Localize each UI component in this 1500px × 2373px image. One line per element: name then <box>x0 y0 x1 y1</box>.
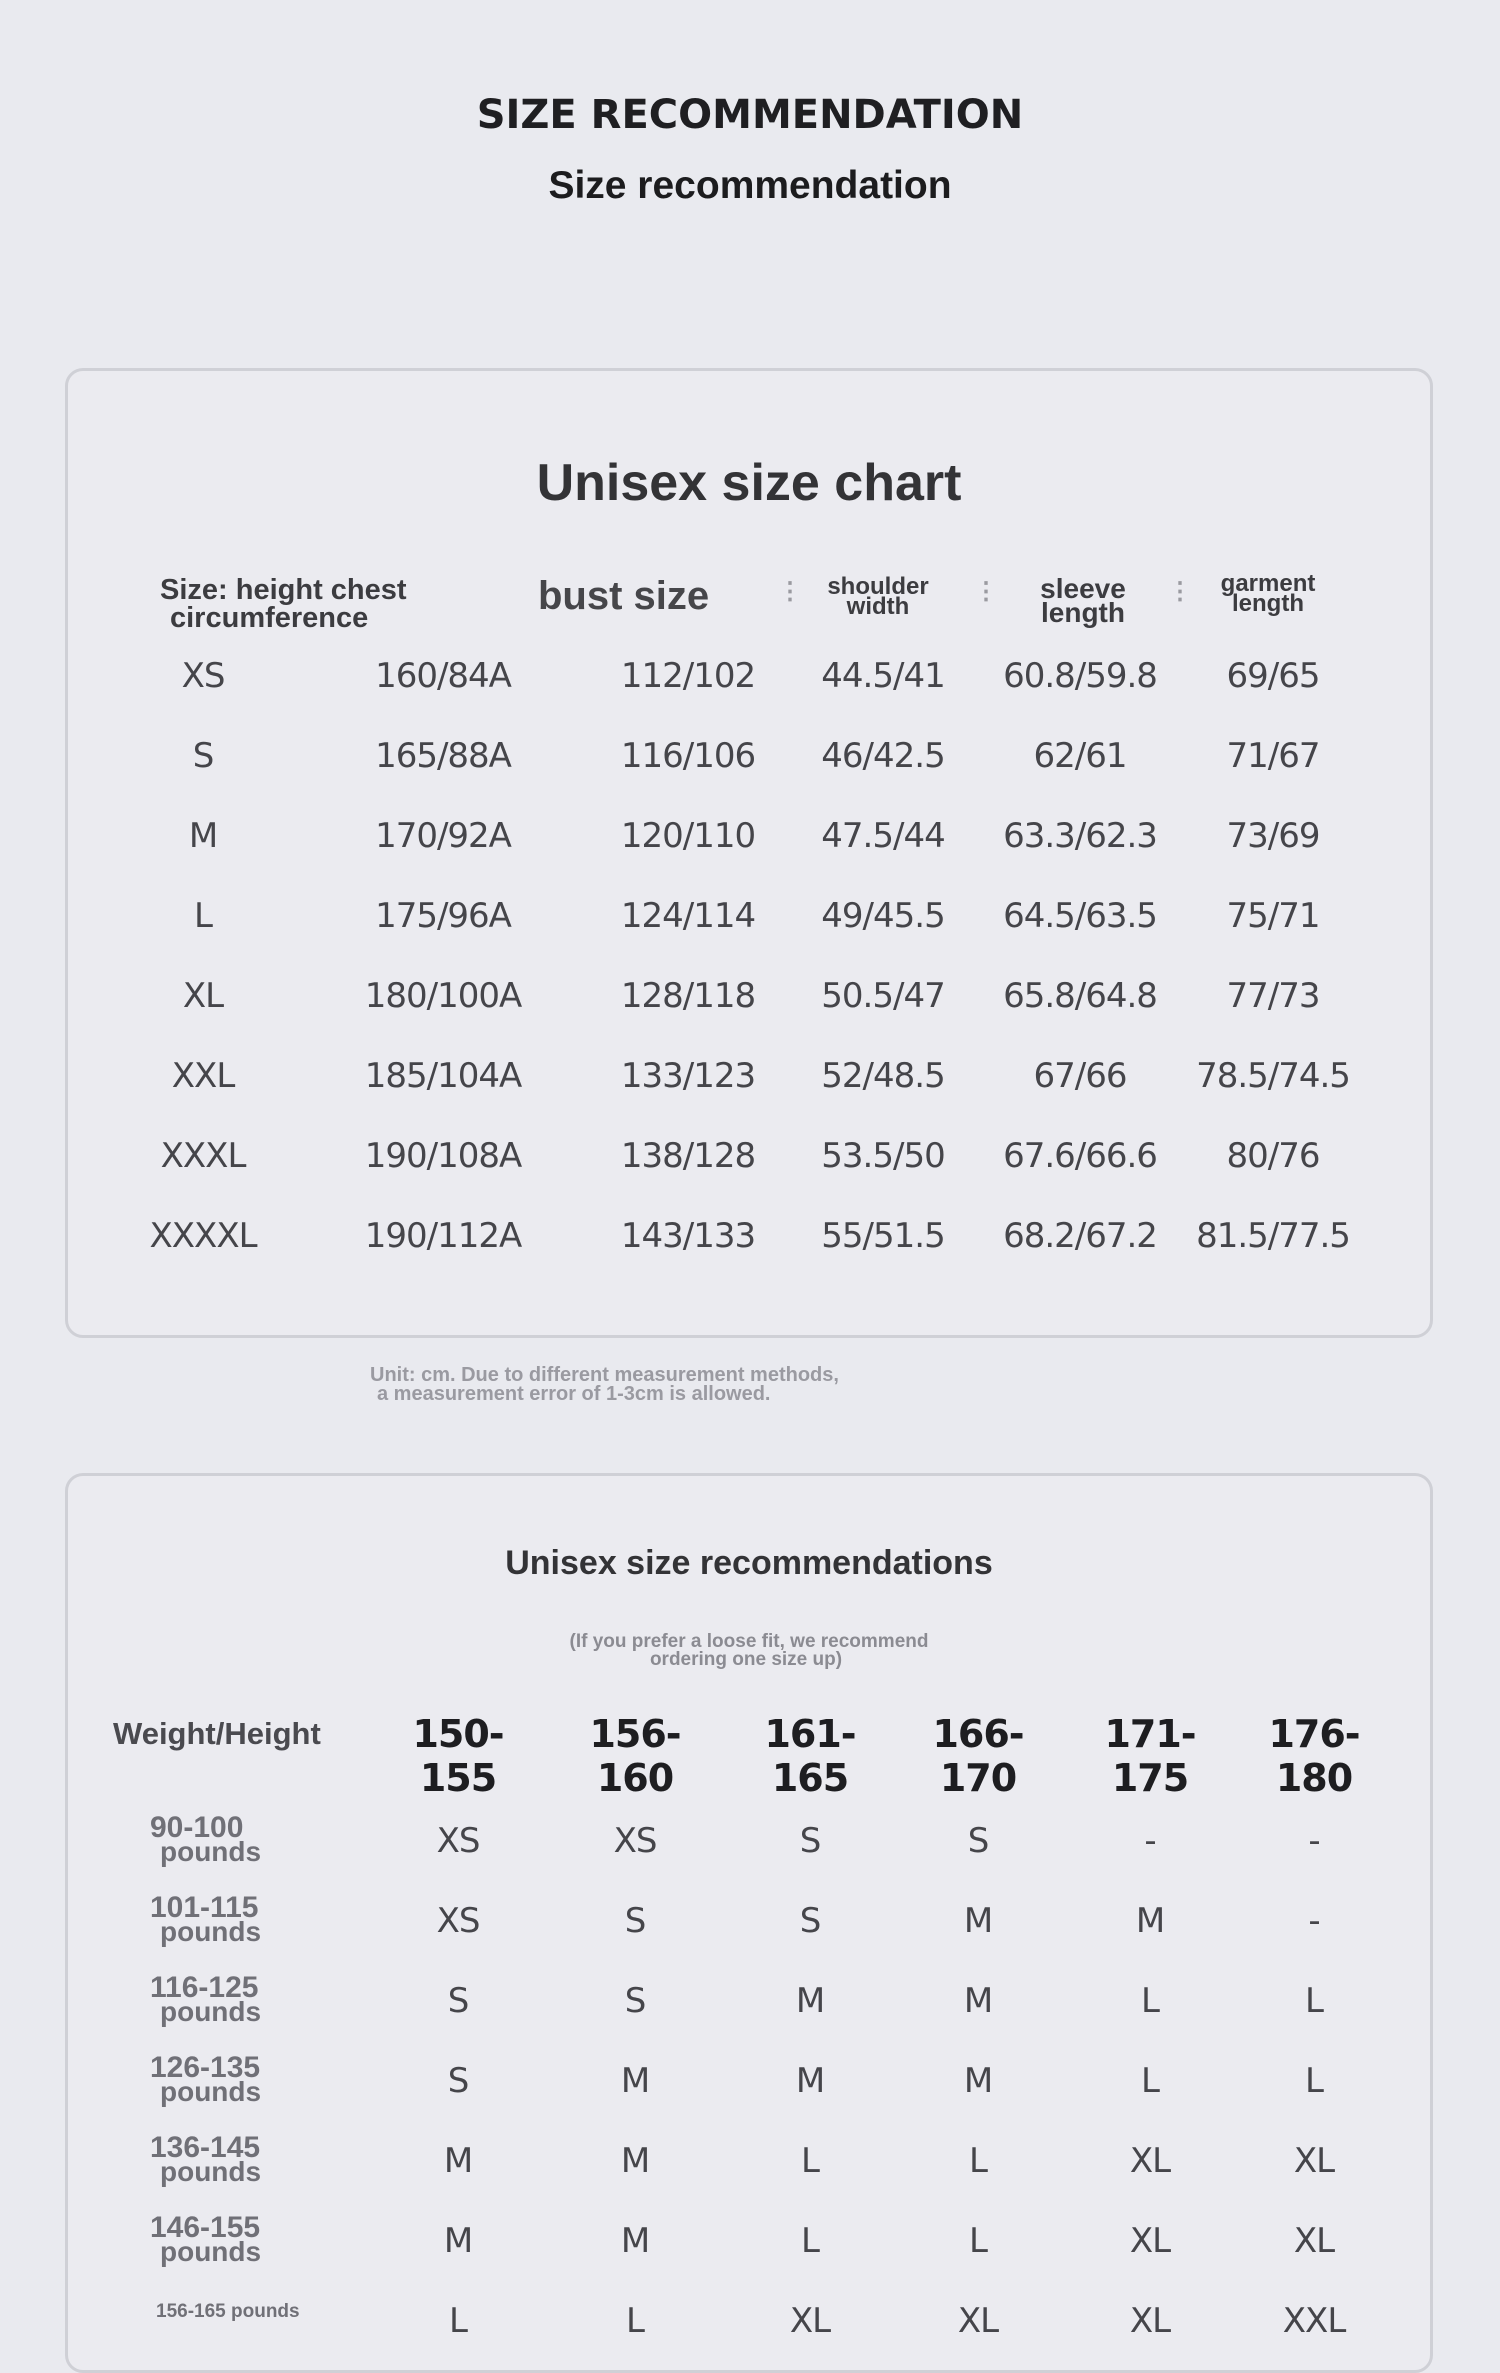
size-recommendation-card <box>65 1473 1433 2373</box>
table-row <box>68 1891 1430 1956</box>
sleeve-header-line1: sleeve <box>1040 573 1126 604</box>
table-row <box>68 966 1430 1026</box>
bust-cell: 143/133 <box>620 1216 756 1256</box>
size-chart-card <box>65 368 1433 1338</box>
bust-cell: 112/102 <box>620 656 756 696</box>
weight-range-label <box>150 1971 262 2027</box>
garment-cell: 77/73 <box>1226 976 1320 1016</box>
weight-unit: pounds <box>160 2156 262 2187</box>
note-line2: a measurement error of 1-3cm is allowed. <box>377 1383 771 1405</box>
table-row <box>68 1971 1430 2036</box>
sleeve-cell: 67/66 <box>1033 1056 1127 1096</box>
table-row <box>68 2131 1430 2196</box>
recommended-size-cell: - <box>1308 1821 1320 1861</box>
garment-cell: 71/67 <box>1226 736 1320 776</box>
height-column-header: 161-165 <box>764 1712 856 1800</box>
note-line1: Unit: cm. Due to different measurement methods, <box>370 1364 839 1386</box>
recommended-size-cell: XL <box>957 2301 999 2341</box>
weight-range-label <box>150 1891 262 1947</box>
weight-range: 101-115 <box>150 1891 259 1924</box>
recommendation-title: Unisex size recommendations <box>505 1544 993 1582</box>
garment-header <box>1203 570 1333 617</box>
recommended-size-cell: XL <box>789 2301 831 2341</box>
size-cell: M <box>188 816 218 856</box>
table-row <box>68 1046 1430 1106</box>
size-header-line2: circumference <box>170 602 369 634</box>
height-column-header: 166-170 <box>932 1712 1024 1800</box>
weight-unit: pounds <box>160 1996 262 2027</box>
table-row <box>68 806 1430 866</box>
weight-range-label <box>150 2051 262 2107</box>
recommended-size-cell: S <box>799 1901 821 1941</box>
garment-cell: 75/71 <box>1226 896 1320 936</box>
recommended-size-cell: XXL <box>1282 2301 1346 2341</box>
recommended-size-cell: S <box>624 1901 646 1941</box>
garment-cell: 69/65 <box>1226 656 1320 696</box>
weight-range: 90-100 <box>150 1811 244 1844</box>
recommended-size-cell: L <box>1305 1981 1323 2021</box>
recommended-size-cell: M <box>963 1901 993 1941</box>
recommended-size-cell: M <box>963 1981 993 2021</box>
height-column-header: 171-175 <box>1104 1712 1196 1800</box>
recommended-size-cell: L <box>626 2301 644 2341</box>
garment-header-line1: garment <box>1220 570 1316 597</box>
recommended-size-cell: S <box>624 1981 646 2021</box>
table-row <box>68 2211 1430 2276</box>
weight-range-label <box>150 2131 262 2187</box>
sleeve-cell: 68.2/67.2 <box>1003 1216 1157 1256</box>
recommended-size-cell: L <box>449 2301 467 2341</box>
sleeve-cell: 62/61 <box>1033 736 1127 776</box>
size-header-line1: Size: height chest <box>160 574 407 606</box>
height-chest-cell: 170/92A <box>375 816 511 856</box>
size-cell: L <box>194 896 212 936</box>
weight-range-label <box>150 2211 262 2267</box>
garment-cell: 78.5/74.5 <box>1196 1056 1350 1096</box>
table-row <box>68 1811 1430 1876</box>
size-cell: XXXXL <box>149 1216 257 1256</box>
recommendation-subtitle-line2: ordering one size up) <box>649 1649 843 1670</box>
shoulder-cell: 44.5/41 <box>821 656 945 696</box>
recommended-size-cell: XS <box>613 1821 657 1861</box>
height-column-header: 176-180 <box>1268 1712 1360 1800</box>
recommended-size-cell: L <box>1141 2061 1159 2101</box>
recommended-size-cell: XS <box>436 1821 480 1861</box>
recommended-size-cell: XL <box>1293 2141 1335 2181</box>
shoulder-cell: 46/42.5 <box>821 736 945 776</box>
sleeve-header <box>1008 573 1158 628</box>
recommended-size-cell: S <box>447 1981 469 2021</box>
sleeve-cell: 60.8/59.8 <box>1003 656 1157 696</box>
table-row <box>68 1126 1430 1186</box>
weight-range-label <box>150 1811 262 1867</box>
recommendation-subtitle-line1: (If you prefer a loose fit, we recommend <box>569 1631 929 1652</box>
recommended-size-cell: S <box>967 1821 989 1861</box>
recommended-size-cell: L <box>801 2221 819 2261</box>
header-separator: ⋮ <box>1168 578 1192 605</box>
height-chest-cell: 185/104A <box>364 1056 522 1096</box>
height-column-header: 150-155 <box>412 1712 504 1800</box>
shoulder-cell: 52/48.5 <box>821 1056 945 1096</box>
sleeve-header-line2: length <box>1041 597 1125 628</box>
recommended-size-cell: L <box>801 2141 819 2181</box>
sleeve-cell: 65.8/64.8 <box>1003 976 1157 1016</box>
shoulder-cell: 47.5/44 <box>821 816 945 856</box>
shoulder-cell: 49/45.5 <box>821 896 945 936</box>
weight-unit: pounds <box>160 1836 262 1867</box>
recommended-size-cell: M <box>1135 1901 1165 1941</box>
recommended-size-cell: M <box>620 2141 650 2181</box>
shoulder-cell: 50.5/47 <box>821 976 945 1016</box>
header-separator: ⋮ <box>974 578 998 605</box>
recommended-size-cell: S <box>799 1821 821 1861</box>
recommended-size-cell: M <box>963 2061 993 2101</box>
height-chest-cell: 180/100A <box>364 976 522 1016</box>
size-cell: S <box>192 736 214 776</box>
weight-range: 126-135 <box>150 2051 261 2084</box>
measurement-note <box>370 1366 839 1404</box>
recommendation-subtitle <box>68 1633 1430 1669</box>
height-column-header: 156-160 <box>589 1712 681 1800</box>
size-chart-title: Unisex size chart <box>536 454 962 512</box>
bust-cell: 128/118 <box>620 976 756 1016</box>
bust-header: bust size <box>538 574 710 618</box>
table-row <box>68 646 1430 706</box>
recommended-size-cell: S <box>447 2061 469 2101</box>
height-chest-cell: 190/112A <box>364 1216 522 1256</box>
recommended-size-cell: XL <box>1129 2221 1171 2261</box>
height-chest-cell: 175/96A <box>375 896 511 936</box>
page-title: SIZE RECOMMENDATION <box>476 92 1024 138</box>
garment-cell: 73/69 <box>1226 816 1320 856</box>
bust-cell: 133/123 <box>620 1056 756 1096</box>
recommended-size-cell: L <box>969 2221 987 2261</box>
shoulder-cell: 55/51.5 <box>821 1216 945 1256</box>
bust-cell: 124/114 <box>620 896 756 936</box>
weight-range: 156-165 pounds <box>156 2301 300 2322</box>
recommended-size-cell: M <box>620 2221 650 2261</box>
size-cell: XL <box>182 976 224 1016</box>
recommended-size-cell: M <box>795 1981 825 2021</box>
sleeve-cell: 64.5/63.5 <box>1003 896 1157 936</box>
garment-cell: 80/76 <box>1226 1136 1320 1176</box>
size-cell: XS <box>181 656 225 696</box>
recommended-size-cell: XL <box>1129 2141 1171 2181</box>
sleeve-cell: 67.6/66.6 <box>1003 1136 1157 1176</box>
page-subtitle: Size recommendation <box>548 164 952 207</box>
weight-range-label <box>156 2300 300 2324</box>
weight-unit: pounds <box>160 2076 262 2107</box>
weight-unit: pounds <box>160 1916 262 1947</box>
recommended-size-cell: M <box>795 2061 825 2101</box>
recommended-size-cell: - <box>1144 1821 1156 1861</box>
size-cell: XXXL <box>160 1136 246 1176</box>
height-chest-cell: 165/88A <box>375 736 511 776</box>
size-column-header <box>160 576 407 632</box>
page-header <box>0 92 1500 208</box>
height-chest-cell: 160/84A <box>375 656 511 696</box>
garment-cell: 81.5/77.5 <box>1196 1216 1350 1256</box>
shoulder-cell: 53.5/50 <box>821 1136 945 1176</box>
recommended-size-cell: - <box>1308 1901 1320 1941</box>
weight-unit: pounds <box>160 2236 262 2267</box>
garment-header-line2: length <box>1232 590 1304 617</box>
bust-cell: 138/128 <box>620 1136 756 1176</box>
shoulder-header-line2: width <box>846 593 910 620</box>
weight-range: 116-125 <box>150 1971 259 2004</box>
header-separator: ⋮ <box>778 578 802 605</box>
recommended-size-cell: XL <box>1293 2221 1335 2261</box>
recommended-size-cell: XL <box>1129 2301 1171 2341</box>
table-row <box>68 1206 1430 1266</box>
bust-cell: 116/106 <box>620 736 756 776</box>
weight-height-label: Weight/Height <box>113 1716 321 1751</box>
size-cell: XXL <box>171 1056 235 1096</box>
bust-cell: 120/110 <box>620 816 756 856</box>
sleeve-cell: 63.3/62.3 <box>1003 816 1157 856</box>
recommended-size-cell: L <box>969 2141 987 2181</box>
recommended-size-cell: L <box>1141 1981 1159 2021</box>
recommended-size-cell: M <box>620 2061 650 2101</box>
shoulder-header-line1: shoulder <box>827 573 929 600</box>
table-row <box>68 726 1430 786</box>
recommended-size-cell: M <box>443 2221 473 2261</box>
table-row <box>68 886 1430 946</box>
table-row <box>68 2296 1430 2356</box>
recommended-size-cell: XS <box>436 1901 480 1941</box>
weight-range: 146-155 <box>150 2211 261 2244</box>
shoulder-header <box>813 573 943 620</box>
recommended-size-cell: L <box>1305 2061 1323 2101</box>
recommended-size-cell: M <box>443 2141 473 2181</box>
weight-range: 136-145 <box>150 2131 261 2164</box>
height-chest-cell: 190/108A <box>364 1136 522 1176</box>
table-row <box>68 2051 1430 2116</box>
